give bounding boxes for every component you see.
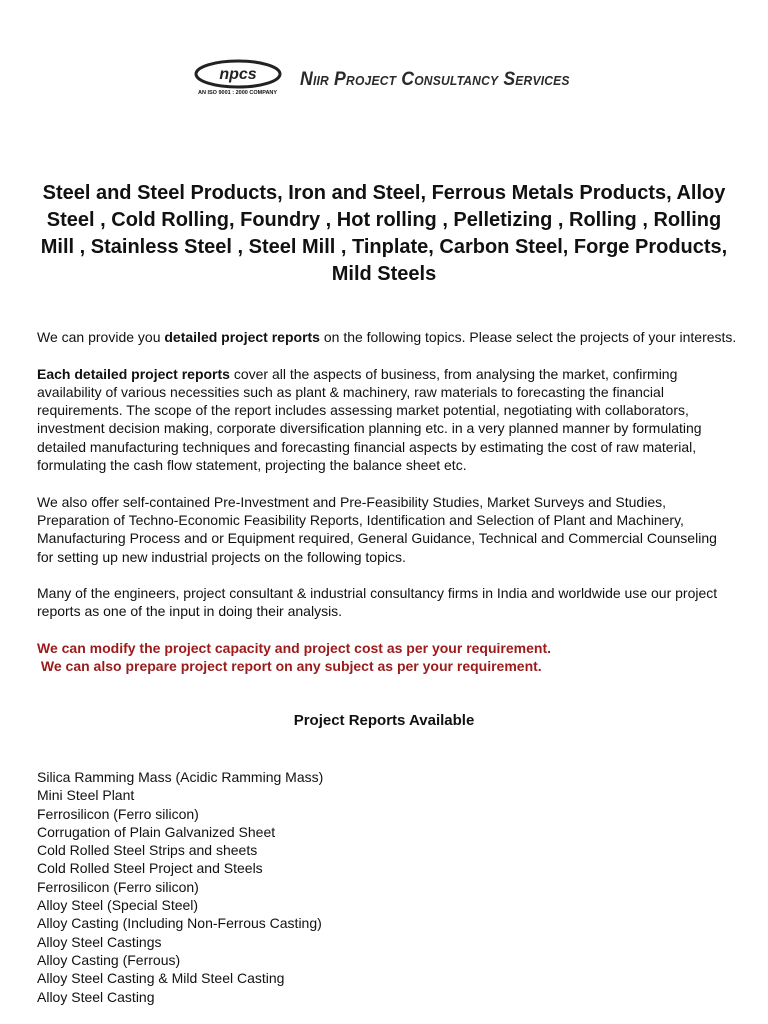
report-list-item[interactable]: Alloy Steel Casting & Mild Steel Casting	[37, 970, 285, 987]
report-list-item[interactable]: Silica Ramming Mass (Acidic Ramming Mass)	[37, 769, 324, 785]
report-list-item[interactable]: Ferrosilicon (Ferro silicon)	[37, 878, 199, 895]
detail-paragraph	[37, 365, 737, 475]
offer-paragraph: We also offer self-contained Pre-Investment and Pre-Feasibility Studies, Market Surveys and Studies, Preparation of Techno-Economic Feasibility Reports, Identification and Selection of Plant and Machinery, Manufacturing Process and or Equipment required, General Guidance, Technical and Commercial Counseling for setting up new industrial projects on the following topics.	[37, 493, 717, 565]
report-list-item[interactable]: Mini Steel Plant	[37, 787, 135, 804]
intro-paragraph	[37, 328, 737, 346]
report-list-item[interactable]: Cold Rolled Steel Strips and sheets	[37, 842, 258, 859]
detail-bold-text: Each detailed project reports	[37, 365, 230, 382]
report-list-item[interactable]: Alloy Steel (Special Steel)	[37, 897, 199, 914]
reports-list	[37, 768, 323, 1006]
logo-mark-text: npcs	[219, 66, 257, 83]
intro-text-before: We can provide you	[37, 329, 165, 345]
npcs-logo-mark	[192, 58, 288, 102]
reports-heading: Project Reports Available	[293, 712, 475, 729]
intro-bold-text: detailed project reports	[164, 329, 320, 345]
report-list-item[interactable]: Ferrosilicon (Ferro silicon)	[37, 805, 199, 822]
report-list-item[interactable]: Corrugation of Plain Galvanized Sheet	[37, 823, 276, 840]
company-name: Niir Project Consultancy Services	[300, 69, 570, 90]
company-logo	[192, 58, 598, 102]
notice-line-1: We can modify the project capacity and project cost as per your requirement.	[37, 640, 551, 657]
notice-line-2: We can also prepare project report on any subject as per your requirement.	[37, 658, 542, 675]
iso-certification-text: AN ISO 9001 : 2000 COMPANY	[198, 90, 278, 96]
report-list-item[interactable]: Cold Rolled Steel Project and Steels	[37, 860, 263, 877]
report-list-item[interactable]: Alloy Casting (Including Non-Ferrous Casting)	[37, 915, 322, 932]
detail-text: cover all the aspects of business, from analysing the market, confirming availability of various necessities such as plant & machinery, raw materials to forecasting the financial requirements. The scope of the report includes assessing market potential, negotiating with collaborators, investment decision making, corporate diversification planning etc. in a very planned manner by formulating detailed manufacturing techniques and forecasting financial aspects by estimating the cost of raw material, formulating the cash flow statement, projecting the balance sheet etc.	[37, 365, 702, 474]
logo-swoosh-icon	[192, 58, 288, 92]
report-list-item[interactable]: Alloy Steel Casting	[37, 988, 155, 1005]
page-title: Steel and Steel Products, Iron and Steel, Ferrous Metals Products, Alloy Steel , Cold Rolling, Foundry , Hot rolling , Pelletizing , Rolling , Rolling Mill , Stainless Steel , Steel Mill , Tinplate, Carbon Steel, Forge Products, Mild Steels	[40, 182, 728, 285]
notice-block	[37, 639, 737, 676]
report-list-item[interactable]: Alloy Casting (Ferrous)	[37, 951, 181, 968]
report-list-item[interactable]: Alloy Steel Castings	[37, 933, 162, 950]
intro-text-after: on the following topics. Please select the projects of your interests.	[319, 329, 737, 345]
engineers-paragraph: Many of the engineers, project consultant & industrial consultancy firms in India and worldwide use our project reports as one of the input in doing their analysis.	[37, 585, 718, 620]
main-content	[37, 328, 737, 676]
